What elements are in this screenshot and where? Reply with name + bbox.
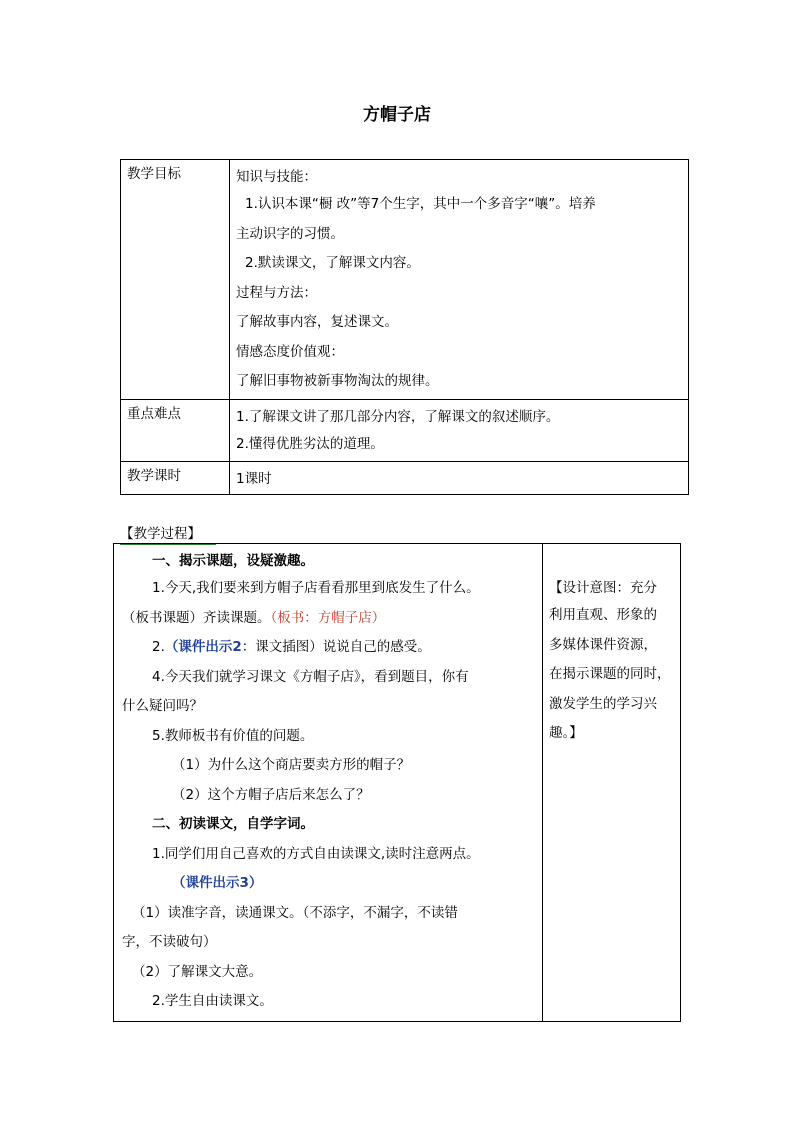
- design-line: 利用直观、形象的: [549, 607, 657, 623]
- goals-line: 了解旧事物被新事物淘汰的规律。: [236, 373, 439, 389]
- hours-row: [121, 462, 689, 495]
- goals-content: [230, 160, 689, 400]
- process-line: [122, 604, 536, 634]
- section-title: 一、揭示课题，设疑激趣。: [152, 553, 314, 569]
- design-line: 在揭示课题的同时，: [549, 666, 671, 682]
- difficulty-line: 1.了解课文讲了那几部分内容，了解课文的叙述顺序。: [236, 408, 560, 425]
- process-line: 5.教师板书有价值的问题。: [152, 727, 314, 744]
- process-line: （1）读准字音，读通课文。（不添字，不漏字，不读错: [132, 904, 458, 921]
- process-line: （1）为什么这个商店要卖方形的帽子？: [172, 757, 411, 773]
- process-text: （板书课题）齐读课题。: [122, 609, 271, 626]
- lesson-info-table: [120, 159, 689, 495]
- design-line: 激发学生的学习兴: [549, 695, 657, 712]
- difficulty-label: 重点难点: [121, 399, 230, 462]
- goals-line: 了解故事内容，复述课文。: [236, 314, 398, 330]
- difficulty-content: [230, 399, 689, 462]
- process-line: [122, 633, 536, 663]
- process-line: 字，不读破句）: [122, 934, 217, 950]
- process-line: 2.学生自由读课文。: [152, 993, 273, 1009]
- process-line: 什么疑问吗？: [122, 698, 203, 714]
- goals-row: [121, 160, 689, 400]
- design-line: 【设计意图：充分: [549, 580, 657, 596]
- process-text: ：课文插图）说说自己的感受。: [241, 639, 431, 655]
- process-line: 1.今天,我们要来到方帽子店看看那里到底发生了什么。: [152, 580, 480, 596]
- process-content: [114, 544, 543, 1022]
- hours-label: 教学课时: [121, 462, 230, 495]
- goals-line: 知识与技能：: [236, 169, 317, 185]
- page-title: 方帽子店: [363, 105, 431, 125]
- process-line: 4.今天我们就学习课文《方帽子店》，看到题目，你有: [152, 668, 469, 685]
- goals-line: 主动识字的习惯。: [236, 225, 344, 242]
- goals-line: 情感态度价值观：: [236, 343, 344, 360]
- hours-line: 1课时: [236, 471, 272, 487]
- difficulty-row: [121, 399, 689, 462]
- design-line: 趣。】: [549, 725, 583, 741]
- design-line: 多媒体课件资源，: [549, 636, 657, 653]
- process-row: [114, 544, 681, 1022]
- goals-line: 过程与方法：: [236, 284, 317, 301]
- process-line: （2）了解课文大意。: [132, 963, 263, 980]
- process-header: 【教学过程】: [120, 522, 216, 545]
- courseware-note: （课件出示3）: [172, 875, 263, 891]
- process-text: 2.: [152, 639, 165, 655]
- hours-value: [230, 462, 689, 495]
- process-line: （2）这个方帽子店后来怎么了？: [172, 786, 370, 803]
- goals-label: 教学目标: [121, 160, 230, 400]
- goals-line: 2.默读课文，了解课文内容。: [245, 255, 420, 271]
- board-note: （板书：方帽子店）: [270, 609, 386, 626]
- design-note: [543, 544, 681, 1022]
- section-title: 二、初读课文，自学字词。: [152, 816, 314, 832]
- goals-line: 1.认识本课“橱 改”等7个生字，其中一个多音字“嚷”。培养: [245, 196, 596, 212]
- courseware-note: （课件出示2: [164, 639, 242, 655]
- difficulty-line: 2.懂得优胜劣汰的道理。: [236, 435, 384, 452]
- process-table: [113, 543, 681, 1022]
- process-line: 1.同学们用自己喜欢的方式自由读课文,读时注意两点。: [152, 845, 480, 862]
